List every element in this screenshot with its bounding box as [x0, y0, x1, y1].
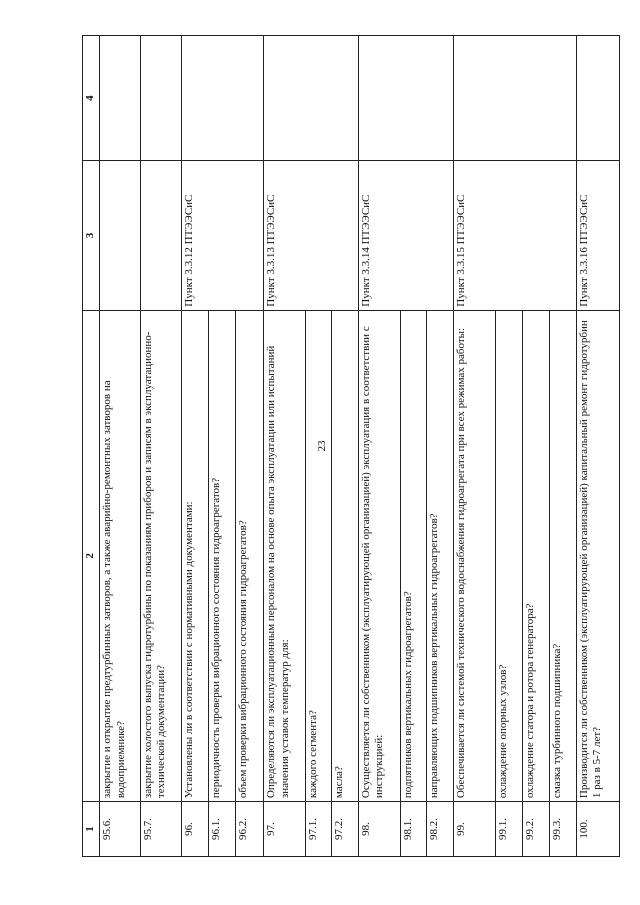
notes-cell: [99, 36, 140, 161]
reference-cell: [99, 161, 140, 311]
row-number: 98.1.: [400, 802, 426, 857]
row-number: 95.7.: [140, 802, 182, 857]
row-text: охлаждение статора и ротора генератора?: [522, 310, 550, 801]
row-number: 96.1.: [208, 802, 236, 857]
row-number: 98.2.: [426, 802, 454, 857]
checklist-table-wrapper: [82, 35, 620, 857]
reference-cell: Пункт 3.3.13 ПТЭЭСиС: [263, 161, 358, 311]
page-number: 23: [316, 440, 328, 452]
header-col-1: 1: [83, 802, 100, 857]
row-text: закрытие и открытие предтурбинных затворов, а также аварийно-ремонтных затворов на водоприемнике?: [99, 310, 140, 801]
table-row: [263, 36, 305, 857]
row-number: 96.: [182, 802, 208, 857]
reference-cell: Пункт 3.3.12 ПТЭЭСиС: [182, 161, 263, 311]
row-text: Обеспечивается ли системой технического водоснабжения гидроагрегата при всех режимах работы:: [454, 310, 496, 801]
notes-cell: [263, 36, 358, 161]
row-text: объем проверки вибрационного состояния гидроагрегатов?: [236, 310, 264, 801]
table-row: [182, 36, 208, 857]
row-number: 99.3.: [550, 802, 576, 857]
row-number: 98.: [358, 802, 400, 857]
row-number: 96.2.: [236, 802, 264, 857]
notes-cell: [140, 36, 182, 161]
row-number: 99.2.: [522, 802, 550, 857]
table-row: [99, 36, 140, 857]
row-number: 97.1.: [305, 802, 331, 857]
row-text: подпятников вертикальных гидроагрегатов?: [400, 310, 426, 801]
reference-cell: Пункт 3.3.16 ПТЭЭСиС: [576, 161, 619, 311]
row-text: Осуществляется ли собственником (эксплуатирующей организацией) эксплуатация в соответствии с инструкцией:: [358, 310, 400, 801]
row-text: масла?: [332, 310, 358, 801]
checklist-table: [82, 35, 620, 857]
notes-cell: [358, 36, 454, 161]
table-row: [140, 36, 182, 857]
notes-cell: [454, 36, 576, 161]
row-text: Производится ли собственником (эксплуатирующей организацией) капитальный ремонт гидротурбин 1 раз в 5-7 лет?: [576, 310, 619, 801]
row-number: 97.: [263, 802, 305, 857]
row-text: Определяются ли эксплуатационным персоналом на основе опыта эксплуатации или испытаний значения уставок температур для:: [263, 310, 305, 801]
header-row: [83, 36, 100, 857]
notes-cell: [182, 36, 263, 161]
reference-cell: [140, 161, 182, 311]
row-text: каждого сегмента?: [305, 310, 331, 801]
row-text: смазка турбинного подшипника?: [550, 310, 576, 801]
table-row: [576, 36, 619, 857]
row-number: 99.1.: [496, 802, 522, 857]
row-number: 100.: [576, 802, 619, 857]
reference-cell: Пункт 3.3.14 ПТЭЭСиС: [358, 161, 454, 311]
row-text: охлаждение опорных узлов?: [496, 310, 522, 801]
row-number: 97.2.: [332, 802, 358, 857]
row-text: Установлены ли в соответствии с нормативными документами:: [182, 310, 208, 801]
table-row: [358, 36, 400, 857]
row-text: направляющих подшипников вертикальных гидроагрегатов?: [426, 310, 454, 801]
header-col-2: 2: [83, 310, 100, 801]
header-col-4: 4: [83, 36, 100, 161]
reference-cell: Пункт 3.3.15 ПТЭЭСиС: [454, 161, 576, 311]
notes-cell: [576, 36, 619, 161]
row-text: периодичность проверки вибрационного состояния гидроагрегатов?: [208, 310, 236, 801]
row-number: 99.: [454, 802, 496, 857]
row-text: закрытие холостого выпуска гидротурбины по показаниям приборов и записям в эксплуатационно-технической документации?: [140, 310, 182, 801]
table-row: [454, 36, 496, 857]
row-number: 95.6.: [99, 802, 140, 857]
header-col-3: 3: [83, 161, 100, 311]
